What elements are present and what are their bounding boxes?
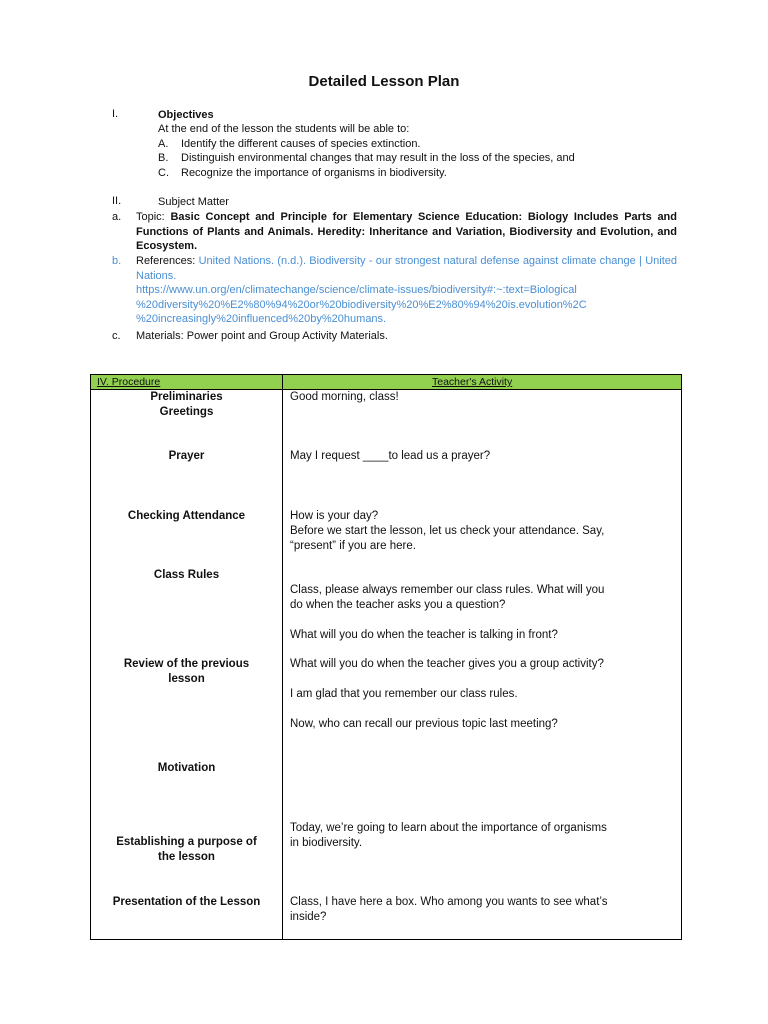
references-label: References: xyxy=(136,255,199,267)
references-citation[interactable]: United Nations. (n.d.). Biodiversity - our strongest natural defense against climate change | United Nations. xyxy=(136,255,677,282)
references-paragraph xyxy=(136,254,677,327)
activity-prayer xyxy=(290,449,675,464)
step-label: the lesson xyxy=(158,851,215,863)
objective-text: Distinguish environmental changes that may result in the loss of the species, and xyxy=(181,152,575,164)
step-presentation xyxy=(91,895,282,910)
activity-line: Good morning, class! xyxy=(290,391,399,403)
activity-line: Class, please always remember our class rules. What will you xyxy=(290,584,605,596)
activity-attendance xyxy=(290,509,675,554)
activity-line: “present” if you are here. xyxy=(290,540,416,552)
reference-url-line[interactable]: %20increasingly%20influenced%20by%20humans. xyxy=(136,313,387,326)
activity-class-rules xyxy=(290,583,675,613)
activity-purpose xyxy=(290,821,675,851)
objectives-intro: At the end of the lesson the students will be able to: xyxy=(158,123,410,135)
activity-glad xyxy=(290,687,675,702)
objectives-numeral: I. xyxy=(112,108,119,120)
objective-text: Identify the different causes of species extinction. xyxy=(181,138,421,150)
step-label: Presentation of the Lesson xyxy=(112,896,261,908)
step-label: Class Rules xyxy=(153,569,220,581)
activity-line: do when the teacher asks you a question? xyxy=(290,599,506,611)
activity-teacher-talking xyxy=(290,628,675,643)
objective-marker: B. xyxy=(158,152,169,164)
step-label: Review of the previous xyxy=(123,658,250,670)
activity-line: What will you do when the teacher is talking in front? xyxy=(290,629,558,641)
activity-group-activity xyxy=(290,657,675,672)
step-label: Prayer xyxy=(168,450,205,462)
topic-label: Topic: xyxy=(136,211,171,223)
step-label: Greetings xyxy=(159,406,214,418)
reference-url-line[interactable]: %20diversity%20%E2%80%94%20or%20biodiversity%20%E2%80%94%20is.evolution%2C xyxy=(136,298,587,311)
step-checking-attendance xyxy=(91,509,282,524)
subject-matter-numeral: II. xyxy=(112,195,122,207)
step-prayer xyxy=(91,449,282,464)
activity-line: Before we start the lesson, let us check your attendance. Say, xyxy=(290,525,605,537)
step-class-rules xyxy=(91,568,282,583)
column-divider xyxy=(282,375,283,939)
materials-text: Materials: Power point and Group Activity Materials. xyxy=(136,330,388,342)
objective-marker: C. xyxy=(158,167,169,179)
activity-line: How is your day? xyxy=(290,510,379,522)
subject-matter-heading: Subject Matter xyxy=(158,196,229,208)
reference-url-line[interactable]: https://www.un.org/en/climatechange/science/climate-issues/biodiversity#:~:text=Biological xyxy=(136,284,577,297)
header-teacher-activity: Teacher's Activity xyxy=(432,376,513,388)
materials-marker: c. xyxy=(112,330,121,342)
activity-greeting xyxy=(290,390,675,405)
step-review xyxy=(91,657,282,687)
objective-marker: A. xyxy=(158,138,169,150)
activity-recall xyxy=(290,717,675,732)
step-label: Preliminaries xyxy=(150,391,223,403)
step-label: Checking Attendance xyxy=(127,510,246,522)
header-procedure: IV. Procedure xyxy=(97,376,161,388)
step-motivation xyxy=(91,761,282,776)
activity-line: Now, who can recall our previous topic last meeting? xyxy=(290,718,558,730)
step-label: lesson xyxy=(168,673,205,685)
activity-line: inside? xyxy=(290,911,327,923)
procedure-table-header xyxy=(91,375,681,390)
activity-line: I am glad that you remember our class rules. xyxy=(290,688,518,700)
objective-text: Recognize the importance of organisms in biodiversity. xyxy=(181,167,447,179)
activity-line: in biodiversity. xyxy=(290,837,363,849)
step-preliminaries xyxy=(91,390,282,420)
activity-presentation xyxy=(290,895,675,925)
step-establishing-purpose xyxy=(91,835,282,865)
page-title: Detailed Lesson Plan xyxy=(308,73,460,90)
activity-line: Class, I have here a box. Who among you wants to see what’s xyxy=(290,896,608,908)
procedure-table xyxy=(90,374,682,940)
topic-text: Basic Concept and Principle for Elementary Science Education: Biology Includes Parts and Functions of Plants and Animals. Heredity: Inheritance and Variation, Biodiversity and Evolution, and Ecosystem. xyxy=(136,211,677,253)
step-label: Motivation xyxy=(157,762,216,774)
objectives-heading: Objectives xyxy=(158,109,214,121)
topic-paragraph xyxy=(136,210,677,254)
activity-line: May I request ____to lead us a prayer? xyxy=(290,450,491,462)
topic-marker: a. xyxy=(112,211,122,223)
activity-line: Today, we’re going to learn about the importance of organisms xyxy=(290,822,607,834)
references-marker: b. xyxy=(112,255,122,267)
step-label: Establishing a purpose of xyxy=(116,836,257,848)
activity-line: What will you do when the teacher gives you a group activity? xyxy=(290,658,604,670)
